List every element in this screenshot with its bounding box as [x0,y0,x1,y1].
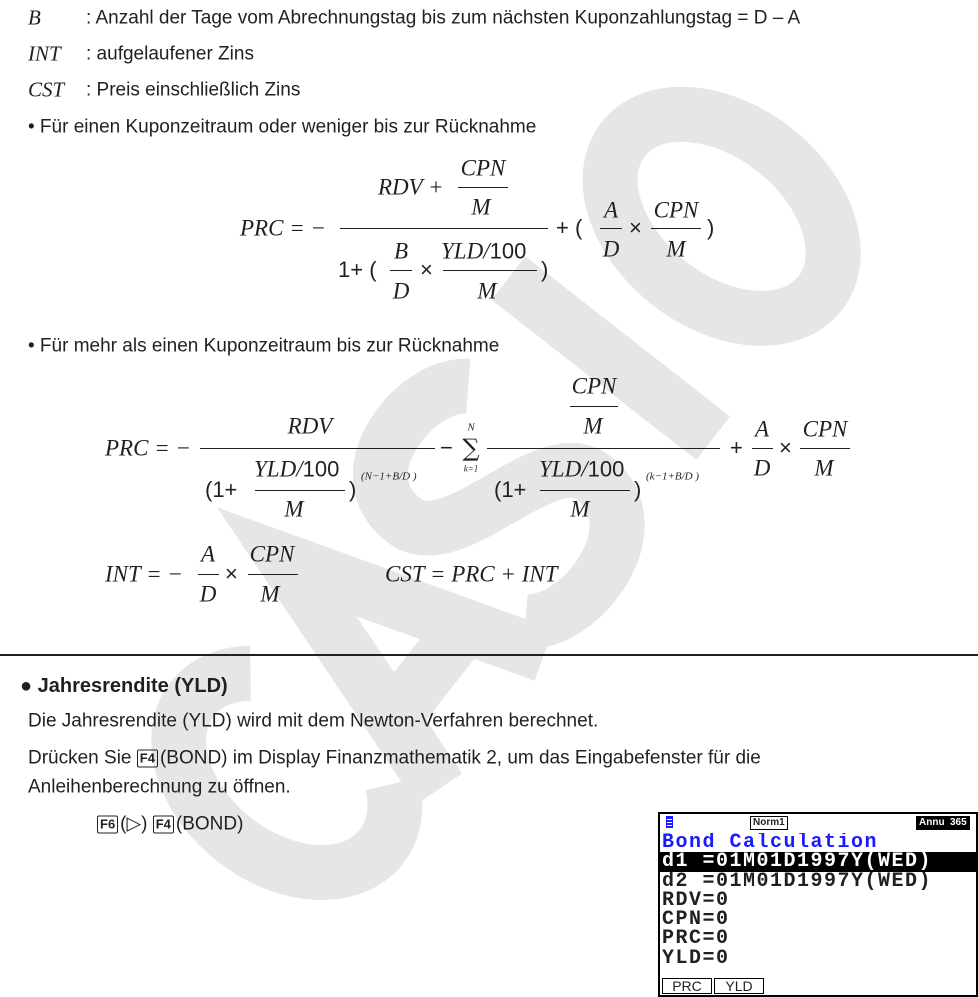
paragraph-bond-line2: Anleihenberechnung zu öffnen. [28,776,291,798]
fkey-yld[interactable]: YLD [714,978,764,994]
f2-one-plus: (1+ [205,477,238,502]
fraction-line [540,490,630,491]
f2-hundred2: 100 [587,456,625,482]
f1-plus-open: + ( [556,215,583,240]
f2-hundred: 100 [302,456,340,482]
f2-m3: M [570,496,590,522]
field-cpn[interactable]: CPN=0 [662,910,730,930]
f1-d2: D [602,236,620,262]
f1-one-plus: 1+ ( [338,257,377,282]
f1-cpn2: CPN [653,197,699,223]
fraction-line [651,228,701,229]
f2-yld: YLD/ [254,456,303,482]
f2-cpn: CPN [571,373,617,399]
field-prc[interactable]: PRC=0 [662,929,730,949]
f2-m4: M [814,455,834,481]
paragraph-newton: Die Jahresrendite (YLD) wird mit dem Newton-Verfahren berechnet. [28,710,599,732]
status-bar [660,814,976,833]
status-annu: Annu [916,816,948,830]
f1-m3: M [666,236,686,262]
f1-times2: × [629,215,642,240]
key-label-bond: (BOND) [175,813,244,835]
battery-icon [666,816,673,828]
bullet-multi-period: • Für mehr als einen Kuponzeitraum bis zur Rücknahme [28,335,500,357]
status-days: 365 [947,816,970,830]
def-symbol-cst: CST [28,77,65,102]
key-sequence [97,815,243,834]
fraction-line [340,228,548,229]
f4-key: F4 [137,749,158,767]
function-key-bar [662,978,764,994]
f2-m2: M [583,413,603,439]
def-symbol-int: INT [28,41,61,66]
f2-lhs: PRC = − [105,435,191,461]
def-text-b: : Anzahl der Tage vom Abrechnungstag bis zum nächsten Kuponzahlungstag = D – A [86,7,801,29]
f3-a: A [200,541,216,567]
field-d1[interactable]: d1 =01M01D1997Y(WED) [660,852,976,871]
section-heading: ● Jahresrendite (YLD) [20,675,228,697]
def-text-cst: : Preis einschließlich Zins [86,79,301,101]
f2-plus: + [730,435,743,460]
f2-exp2: (k−1+B/D ) [646,470,700,483]
fraction-line [800,448,850,449]
f1-lhs: PRC = − [240,215,326,241]
f1-times: × [420,257,433,282]
fraction-line [390,270,412,271]
f2-minus: − [440,435,453,460]
fraction-line [487,448,720,449]
f2-times: × [779,435,792,460]
fraction-line [443,270,537,271]
field-rdv[interactable]: RDV=0 [662,890,730,911]
calculator-screen [658,812,978,997]
p2-post: (BOND) im Display Finanzmathematik 2, um das Eingabefenster für die [159,747,761,769]
fraction-line [200,448,435,449]
f1-hundred: 100 [489,238,527,264]
f3-cst: CST = PRC + INT [385,561,558,587]
paragraph-bond-instruction [28,749,761,768]
fraction-line [600,228,622,229]
sigma-icon: ∑ [462,434,480,462]
fraction-line [255,490,345,491]
f1-m: M [471,194,491,220]
bullet-one-period: • Für einen Kuponzeitraum oder weniger bis zur Rücknahme [28,116,537,138]
f2-sigma-n: N [467,421,475,434]
f2-cpn2: CPN [802,416,848,442]
f2-yld-over-100 [254,458,339,481]
f1-close2: ) [707,215,715,240]
f3-int-lhs: INT = − [105,561,183,587]
fraction-line [752,448,773,449]
f2-yld-over-100-2 [539,458,624,481]
fraction-line [570,406,618,407]
key-label-next: (▷) [120,813,148,835]
def-text-int: : aufgelaufener Zins [86,43,254,65]
f1-a: A [603,197,619,223]
f2-close2: ) [634,477,642,502]
f2-m: M [284,496,304,522]
fkey-prc[interactable]: PRC [662,978,712,994]
f3-times: × [225,561,238,586]
f2-one-plus2: (1+ [494,477,527,502]
f1-rdv-plus: RDV + [378,174,444,200]
f2-exp1: (N−1+B/D ) [361,470,417,483]
fraction-line [458,187,508,188]
f3-d: D [199,581,217,607]
field-yld[interactable]: YLD=0 [662,948,730,969]
f1-cpn: CPN [460,155,506,181]
f2-rdv: RDV [287,413,333,439]
def-symbol-b: B [28,5,41,30]
f3-cpn: CPN [249,541,295,567]
fraction-line [198,574,219,575]
f1-d: D [392,278,410,304]
section-divider [0,654,978,656]
status-mode: Norm1 [750,816,788,830]
f3-m: M [260,581,280,607]
f1-m2: M [477,278,497,304]
f2-d: D [753,455,771,481]
f2-a: A [754,416,770,442]
f2-yld2: YLD/ [539,456,588,482]
p2-pre: Drücken Sie [28,747,132,769]
screen-title: Bond Calculation [662,833,879,853]
f2-sigma-k: k=1 [463,463,479,474]
field-d2[interactable]: d2 =01M01D1997Y(WED) [662,871,933,891]
fraction-line [248,574,298,575]
f1-b: B [393,238,409,264]
f1-yld-over-100 [441,240,526,263]
f6-key: F6 [97,815,118,833]
f1-close: ) [541,257,549,282]
f4-key: F4 [153,815,174,833]
f1-yld: YLD/ [441,238,490,264]
f2-close: ) [349,477,357,502]
